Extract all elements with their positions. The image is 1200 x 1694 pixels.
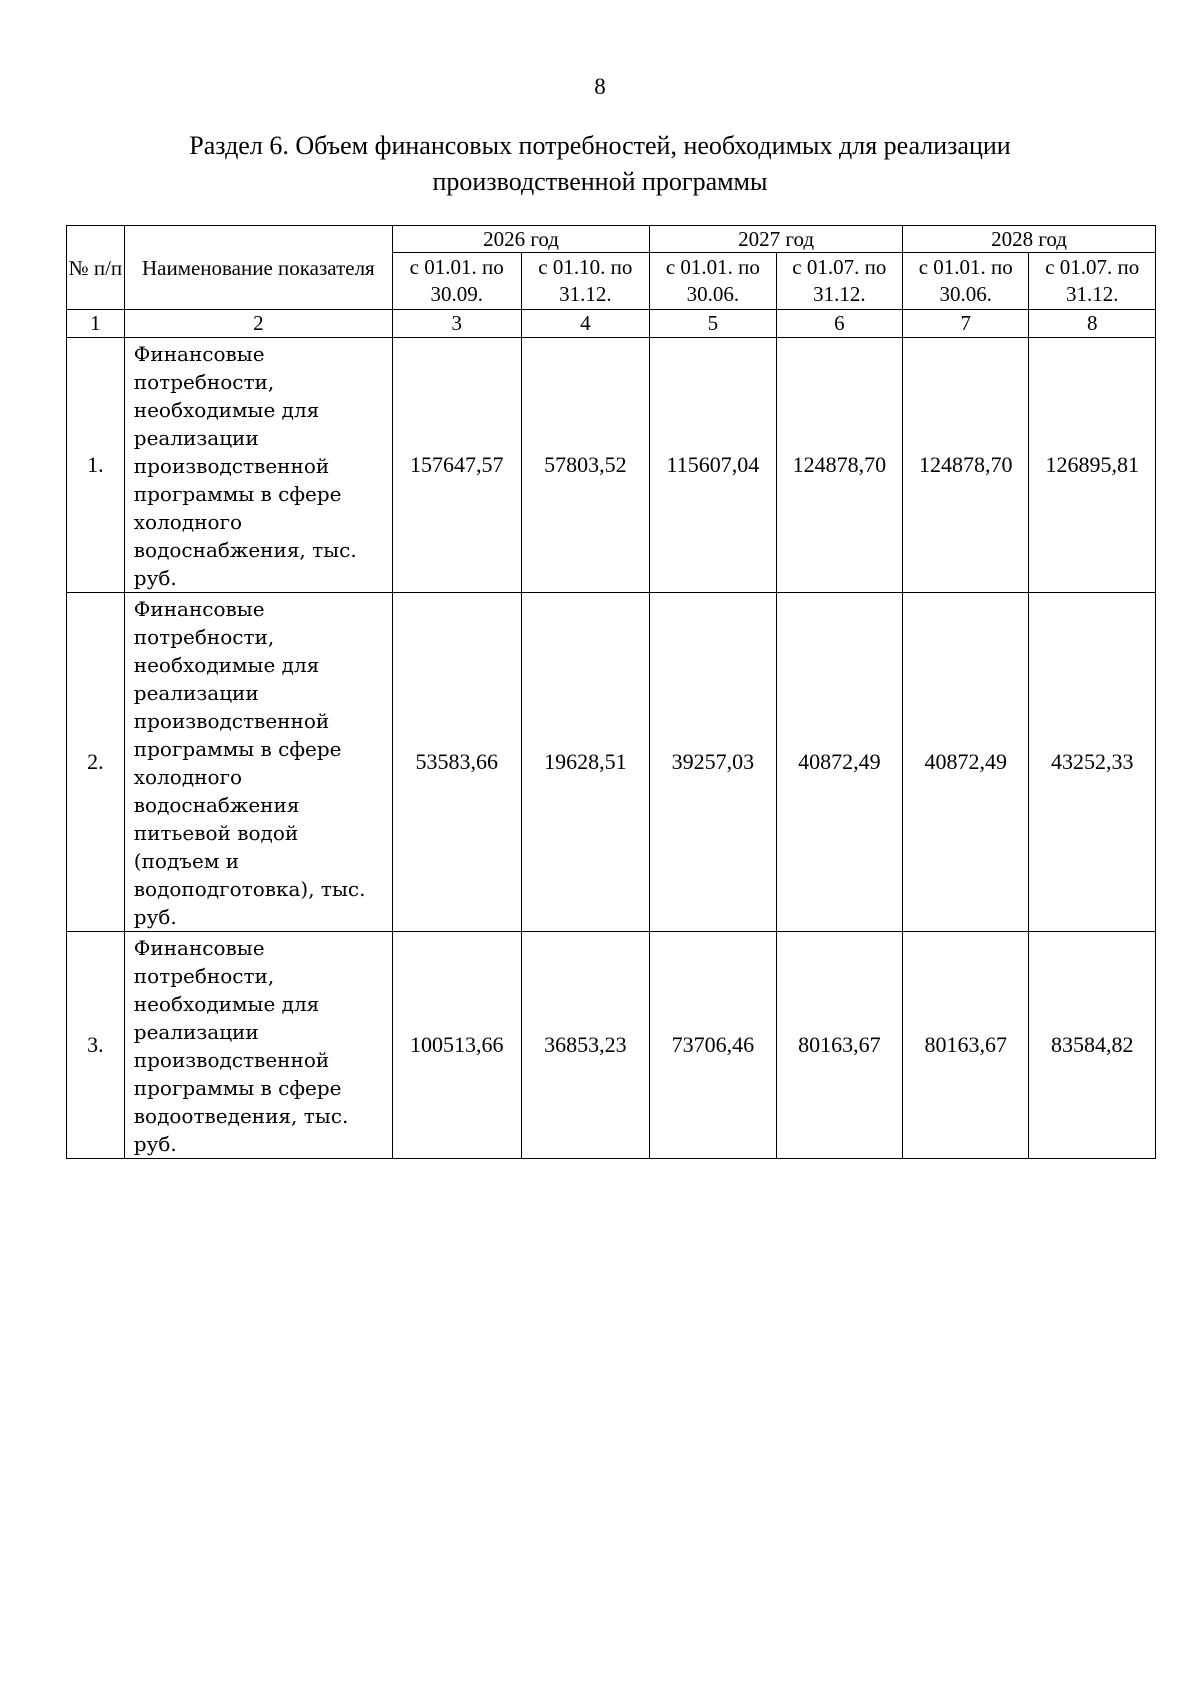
value-cell: 73706,46 [650, 932, 776, 1159]
indicator-name: Финансовые потребности, необходимые для реализации производственной программы в сфере холодного водоснабжения питьевой водой (подъем и водоподготовка), тыс. руб. [124, 593, 392, 932]
value-cell: 157647,57 [392, 338, 521, 593]
value-cell: 115607,04 [650, 338, 776, 593]
value-cell: 80163,67 [776, 932, 902, 1159]
value-cell: 43252,33 [1029, 593, 1156, 932]
value-cell: 124878,70 [776, 338, 902, 593]
value-cell: 83584,82 [1029, 932, 1156, 1159]
page-number: 8 [594, 74, 606, 99]
table-row [67, 932, 1156, 1159]
value-cell: 39257,03 [650, 593, 776, 932]
header-num: № п/п [67, 226, 125, 310]
column-number: 2 [124, 310, 392, 338]
value-cell: 57803,52 [521, 338, 650, 593]
value-cell: 36853,23 [521, 932, 650, 1159]
column-number: 3 [392, 310, 521, 338]
section-title [100, 128, 1100, 200]
financial-needs-table [66, 225, 1156, 1159]
row-number: 3. [67, 932, 125, 1159]
header-year-2027: 2027 год [650, 226, 903, 253]
column-number: 1 [67, 310, 125, 338]
column-number: 8 [1029, 310, 1156, 338]
indicator-name: Финансовые потребности, необходимые для реализации производственной программы в сфере водоотведения, тыс. руб. [124, 932, 392, 1159]
column-number-row [67, 310, 1156, 338]
header-row-years [67, 226, 1156, 253]
value-cell: 40872,49 [903, 593, 1029, 932]
value-cell: 40872,49 [776, 593, 902, 932]
row-number: 2. [67, 593, 125, 932]
value-cell: 53583,66 [392, 593, 521, 932]
value-cell: 100513,66 [392, 932, 521, 1159]
row-number: 1. [67, 338, 125, 593]
value-cell: 126895,81 [1029, 338, 1156, 593]
table-row [67, 338, 1156, 593]
header-period: с 01.01. по 30.09. [392, 253, 521, 310]
column-number: 4 [521, 310, 650, 338]
column-number: 7 [903, 310, 1029, 338]
column-number: 5 [650, 310, 776, 338]
value-cell: 124878,70 [903, 338, 1029, 593]
column-number: 6 [776, 310, 902, 338]
header-period: с 01.10. по 31.12. [521, 253, 650, 310]
header-period: с 01.07. по 31.12. [776, 253, 902, 310]
header-name: Наименование показателя [124, 226, 392, 310]
value-cell: 80163,67 [903, 932, 1029, 1159]
section-title-line-1: Раздел 6. Объем финансовых потребностей, необходимых для реализации [189, 131, 1011, 160]
header-year-2026: 2026 год [392, 226, 649, 253]
table-row [67, 593, 1156, 932]
value-cell: 19628,51 [521, 593, 650, 932]
header-year-2028: 2028 год [903, 226, 1156, 253]
indicator-name: Финансовые потребности, необходимые для реализации производственной программы в сфере холодного водоснабжения, тыс. руб. [124, 338, 392, 593]
header-period: с 01.07. по 31.12. [1029, 253, 1156, 310]
header-period: с 01.01. по 30.06. [903, 253, 1029, 310]
header-period: с 01.01. по 30.06. [650, 253, 776, 310]
section-title-line-2: производственной программы [432, 167, 768, 196]
